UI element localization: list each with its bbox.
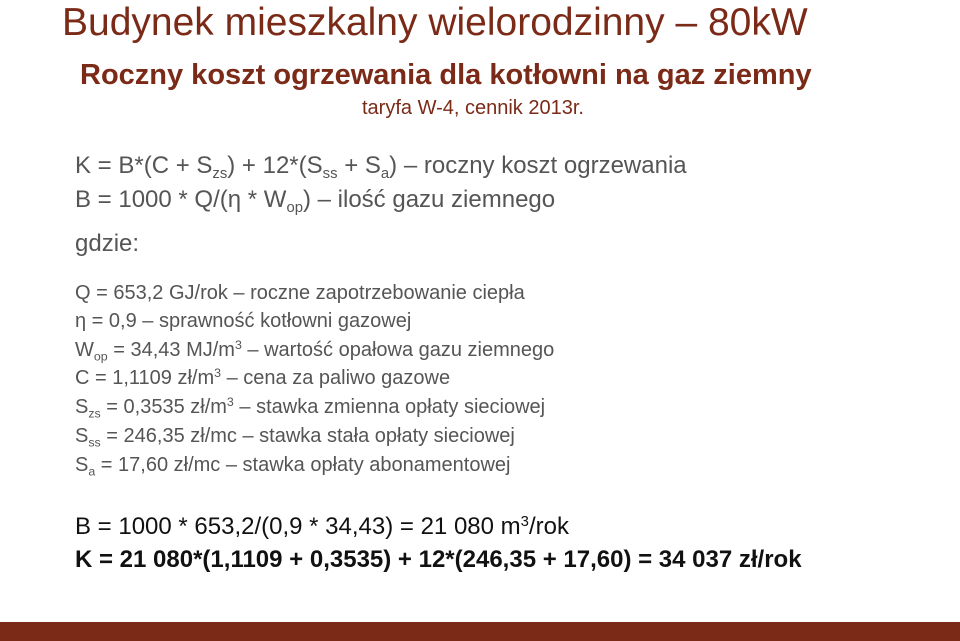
variable-text: – wartość opałowa gazu ziemnego <box>241 339 555 361</box>
variable-text: = 17,60 zł/mc – stawka opłaty abonamentowej <box>95 454 511 476</box>
slide-title: Budynek mieszkalny wielorodzinny – 80kW <box>62 1 808 44</box>
variable-sa <box>75 453 510 477</box>
variable-text: C = 1,1109 zł/m <box>75 367 215 389</box>
variable-text: – stawka zmienna opłaty sieciowej <box>233 396 546 418</box>
superscript: 3 <box>520 513 529 530</box>
subscript: ss <box>322 166 338 183</box>
subscript: op <box>93 349 108 364</box>
formula-text: K = B*(C + S <box>75 152 213 179</box>
formula-b <box>75 186 556 217</box>
variable-sss <box>75 424 515 448</box>
where-label: gdzie: <box>75 230 140 257</box>
variable-symbol: S <box>75 396 89 418</box>
subscript: a <box>380 166 390 183</box>
subscript: zs <box>88 406 101 421</box>
result-k: K = 21 080*(1,1109 + 0,3535) + 12*(246,35 + 17,60) = 34 037 zł/rok <box>75 546 802 573</box>
formula-k <box>75 152 687 183</box>
variable-q: Q = 653,2 GJ/rok – roczne zapotrzebowanie ciepła <box>75 282 525 304</box>
variable-text: = 0,3535 zł/m <box>100 396 227 418</box>
superscript: 3 <box>226 395 234 410</box>
slide-subtitle: Roczny koszt ogrzewania dla kotłowni na gaz ziemny <box>80 59 812 91</box>
variable-c <box>75 366 450 390</box>
superscript: 3 <box>234 338 242 353</box>
variable-szs <box>75 395 545 419</box>
variable-symbol: S <box>75 425 89 447</box>
formula-text: B = 1000 * Q/(η * W <box>75 186 287 213</box>
formula-text: + S <box>337 152 381 179</box>
superscript: 3 <box>214 366 222 381</box>
variable-text: – cena za paliwo gazowe <box>221 367 451 389</box>
variable-wop <box>75 338 554 362</box>
result-b <box>75 513 569 541</box>
result-text: B = 1000 * 653,2/(0,9 * 34,43) = 21 080 m <box>75 513 521 540</box>
subscript: a <box>88 464 96 479</box>
subscript: ss <box>88 435 101 450</box>
formula-text: ) + 12*(S <box>227 152 323 179</box>
subscript: zs <box>212 166 228 183</box>
variable-text: = 246,35 zł/mc – stawka stała opłaty sieciowej <box>100 425 515 447</box>
formula-text: ) – roczny koszt ogrzewania <box>389 152 687 179</box>
variable-symbol: S <box>75 454 89 476</box>
formula-text: ) – ilość gazu ziemnego <box>302 186 556 213</box>
subscript: op <box>286 200 303 217</box>
result-text: /rok <box>528 513 569 540</box>
tariff-note: taryfa W-4, cennik 2013r. <box>362 97 584 119</box>
variable-text: = 34,43 MJ/m <box>107 339 235 361</box>
variable-eta: η = 0,9 – sprawność kotłowni gazowej <box>75 310 412 332</box>
footer-bar <box>0 622 960 641</box>
variable-symbol: W <box>75 339 94 361</box>
